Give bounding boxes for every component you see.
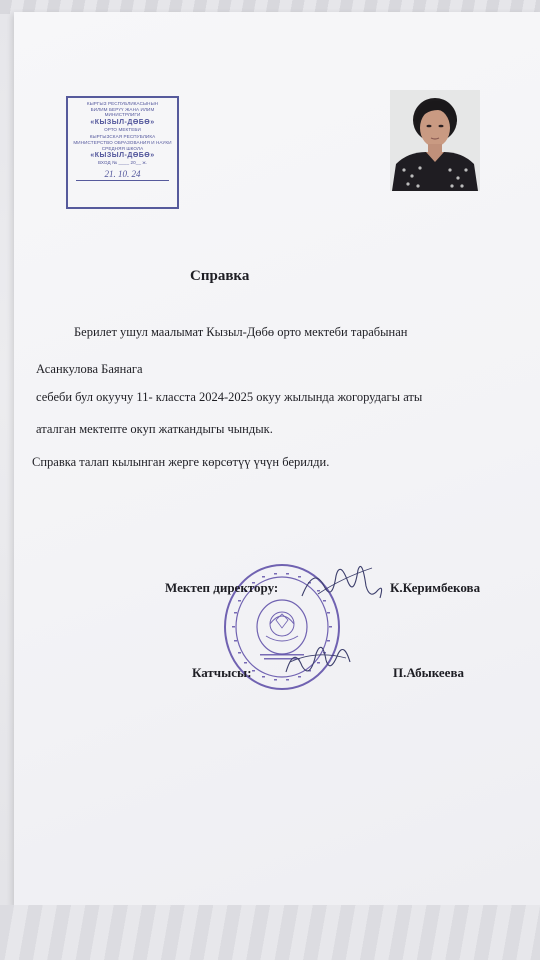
stamp-line: КЫРГЫЗ РЕСПУБЛИКАСЫНЫН	[86, 101, 159, 106]
stamp-date: 21. 10. 24	[76, 168, 169, 181]
stamp-line: «КЫЗЫЛ-ДӨБӨ»	[90, 118, 155, 126]
secretary-role: Катчысы:	[192, 665, 252, 680]
stamp-line: СРЕДНЯЯ ШКОЛА	[101, 145, 144, 151]
stamp-line: МИНИСТРЛИГИ	[104, 112, 141, 118]
director-name: К.Керимбекова	[390, 580, 481, 595]
body-line: аталган мектепте окуп жаткандыгы чындык.	[36, 422, 273, 436]
director-signature-icon	[298, 556, 388, 606]
body-line: себеби бул окуучу 11- класста 2024-2025 окуу жылында жогорудагы аты	[36, 390, 423, 404]
photo-icon	[390, 90, 480, 191]
director-role: Мектеп директору:	[165, 580, 279, 595]
body-line: Берилет ушул маалымат Кызыл-Дөбө орто мектеби тарабынан	[74, 325, 408, 339]
stamp-line: ОРТО МЕКТЕБИ	[104, 126, 141, 132]
background-cloth-bottom	[0, 905, 540, 960]
school-stamp	[66, 96, 179, 209]
stamp-line: КЫРГЫЗСКАЯ РЕСПУБЛИКА	[89, 134, 156, 140]
stamp-line: ВХОД № ____ 20__ ж.	[97, 160, 148, 166]
stamp-line: БИЛИМ БЕРҮҮ ЖАНА ИЛИМ	[90, 106, 155, 112]
stamp-line: «КЫЗЫЛ-ДӨБӨ»	[90, 152, 155, 160]
student-photo	[390, 90, 480, 191]
secretary-signature-icon	[280, 632, 355, 682]
body-line: Справка талап кылынган жерге көрсөтүү үчүн берилди.	[32, 455, 330, 469]
stamp-line: МИНИСТЕРСТВО ОБРАЗОВАНИЯ И НАУКИ	[73, 139, 172, 145]
document-title: Справка	[190, 268, 250, 284]
body-line: Асанкулова Баянага	[36, 362, 143, 376]
secretary-name: П.Абыкеева	[393, 665, 464, 680]
